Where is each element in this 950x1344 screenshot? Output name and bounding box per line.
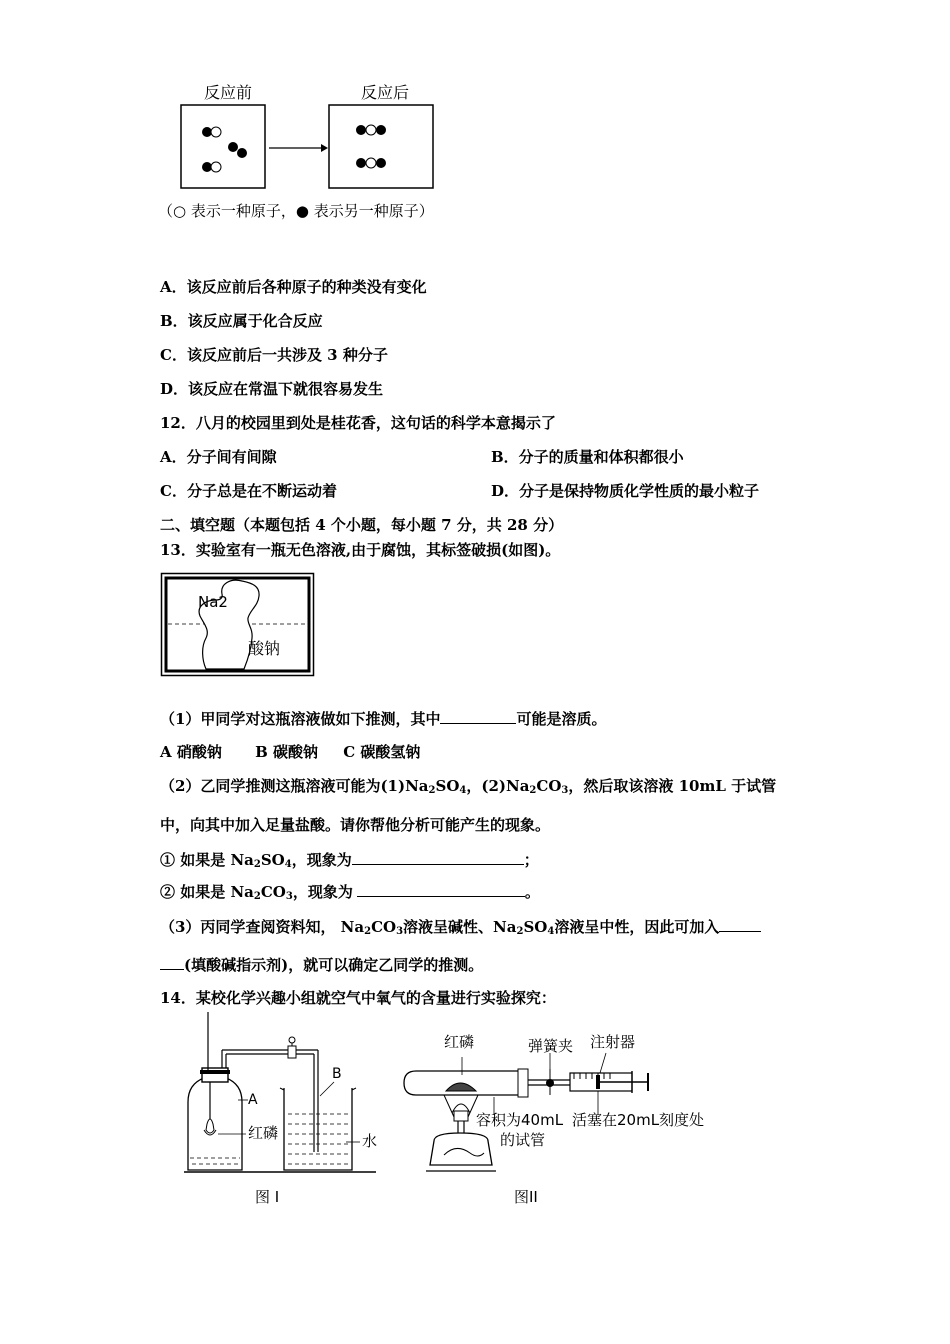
section-title: 二、填空题（本题包括 4 个小题，每小题 7 分，共 28 分） [160, 516, 564, 534]
q13-case1: ① 如果是 $Na_2SO_4$，现象为 ； [160, 851, 539, 870]
fig2-caption: 图II [514, 1188, 538, 1206]
q14-stem: 14．某校化学兴趣小组就空气中氧气的含量进行实验探究： [160, 989, 556, 1007]
label-volume-2: 的试管 [500, 1131, 546, 1149]
blank-1[interactable] [440, 709, 516, 724]
molecule-after-1 [356, 125, 386, 135]
blank-case2[interactable] [357, 882, 525, 897]
q11-option-c: C．该反应前后一共涉及 3 种分子 [160, 346, 388, 364]
q11-option-a: A．该反应前后各种原子的种类没有变化 [160, 278, 427, 296]
q13-part3-line2: (填酸碱指示剂)，就可以确定乙同学的推测。 [160, 955, 483, 974]
label-b: B [332, 1066, 342, 1082]
label-a: A [248, 1092, 258, 1108]
q11-option-d: D．该反应在常温下就很容易发生 [160, 380, 384, 398]
q13-part2-line2: 中，向其中加入足量盐酸。请你帮他分析可能产生的现象。 [160, 816, 551, 834]
label-after: 反应后 [361, 83, 410, 102]
q13-part3-line1: （3）丙同学查阅资料知， $Na_2CO_3$溶液呈碱性、$Na_2SO_4$溶液呈中性，因此可加入 [160, 917, 761, 936]
molecule-after-2 [356, 158, 386, 168]
q11-option-b: B．该反应属于化合反应 [160, 312, 323, 330]
blank-indicator-b[interactable] [160, 955, 184, 970]
label-volume-1: 容积为40mL [476, 1111, 564, 1129]
q13-option-b: B 碳酸钠 [255, 743, 319, 761]
q12-stem: 12．八月的校园里到处是桂花香，这句话的科学本意揭示了 [160, 414, 556, 432]
q13-stem: 13．实验室有一瓶无色溶液,由于腐蚀，其标签破损(如图)。 [160, 541, 561, 559]
blank-indicator-a[interactable] [719, 917, 761, 932]
label-suanna: 酸钠 [248, 639, 281, 658]
q13-part1: （1）甲同学对这瓶溶液做如下推测，其中 可能是溶质。 [160, 710, 607, 728]
q13-option-c: C 碳酸氢钠 [343, 743, 421, 761]
reaction-diagram [175, 100, 440, 195]
q13-option-a: A 硝酸钠 [160, 743, 222, 761]
fig1-caption: 图 I [255, 1188, 280, 1206]
q13-options [160, 743, 420, 761]
q12-option-c: C．分子总是在不断运动着 [160, 482, 337, 500]
q13-part2-line1: （2）乙同学推测这瓶溶液可能为$(1)Na_2SO_4$，$(2)Na_2CO_3$，然后取该溶液 10mL 于试管 [160, 777, 777, 796]
apparatus-figure-2 [400, 1025, 730, 1180]
blank-case1[interactable] [352, 850, 524, 865]
figure-caption: （○ 表示一种原子，● 表示另一种原子） [158, 202, 434, 220]
label-syringe: 注射器 [590, 1033, 636, 1051]
label-spring-clamp: 弹簧夹 [528, 1037, 574, 1055]
label-piston: 活塞在20mL刻度处 [572, 1111, 705, 1129]
broken-label-figure [160, 572, 316, 678]
q12-option-d: D．分子是保持物质化学性质的最小粒子 [491, 482, 760, 500]
label-red-phosphorus-2: 红磷 [444, 1033, 475, 1051]
q12-option-b: B．分子的质量和体积都很小 [491, 448, 684, 466]
apparatus-figure-1 [180, 1012, 380, 1177]
label-red-phosphorus-1: 红磷 [248, 1124, 279, 1142]
label-water: 水 [362, 1132, 378, 1150]
label-na2: Na2 [198, 593, 228, 611]
q13-case2: ② 如果是 $Na_2CO_3$，现象为 。 [160, 883, 540, 902]
q12-option-a: A．分子间有间隙 [160, 448, 277, 466]
label-before: 反应前 [204, 83, 253, 102]
